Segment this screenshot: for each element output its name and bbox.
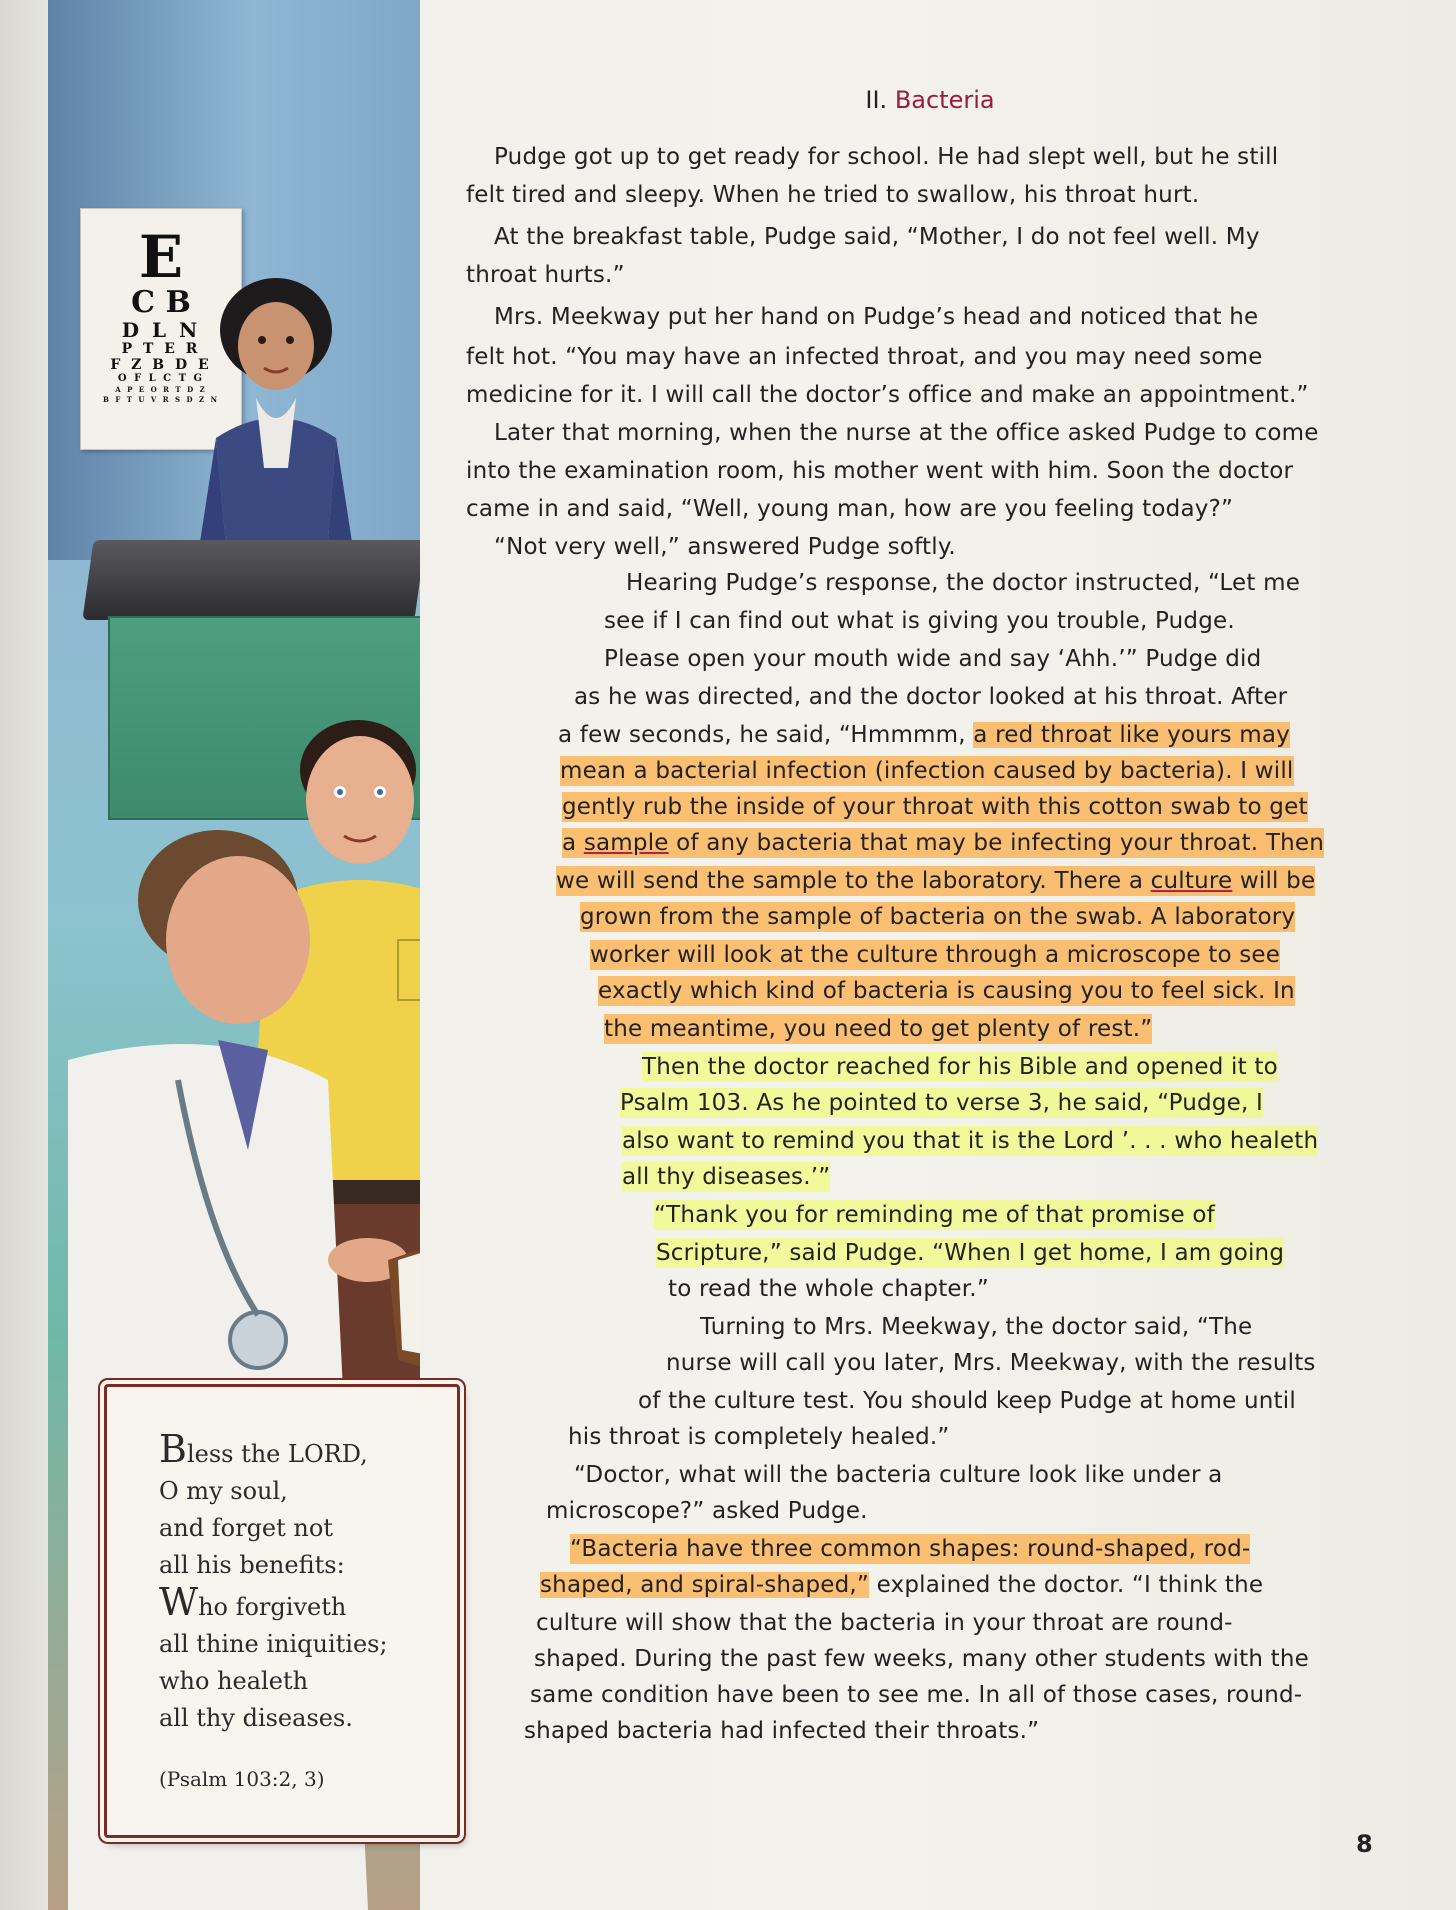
highlighted-text: “Thank you for reminding me of that promise of <box>654 1202 1215 1228</box>
section-title: Bacteria <box>894 86 995 114</box>
page-number: 8 <box>1356 1830 1373 1858</box>
text-line: Mrs. Meekway put her hand on Pudge’s head and noticed that he <box>494 304 1259 330</box>
text-line: came in and said, “Well, young man, how are you feeling today?” <box>466 496 1234 522</box>
highlighted-text: grown from the sample of bacteria on the swab. A laboratory <box>580 904 1296 930</box>
highlighted-text: Psalm 103. As he pointed to verse 3, he said, “Pudge, I <box>620 1090 1264 1116</box>
text-line: throat hurts.” <box>466 262 625 288</box>
text-line: Please open your mouth wide and say ‘Ahh.’” Pudge did <box>604 646 1262 672</box>
verse-line: all thy diseases. <box>159 1704 353 1732</box>
eye-chart-row: B F T U V R S D Z N <box>102 395 219 404</box>
eye-chart-row: C B <box>131 285 191 320</box>
text-line: microscope?” asked Pudge. <box>546 1498 868 1524</box>
text-line: medicine for it. I will call the doctor’s office and make an appointment.” <box>466 382 1309 408</box>
highlighted-text <box>562 828 1324 858</box>
text-span: will be <box>1232 868 1316 894</box>
highlighted-text: shaped, and spiral-shaped,” <box>540 1572 870 1598</box>
text-line: of the culture test. You should keep Pudge at home until <box>638 1388 1296 1414</box>
verse-line: all his benefits: <box>159 1551 345 1579</box>
verse-line: and forget not <box>159 1514 333 1542</box>
text-line <box>540 1570 1263 1600</box>
highlighted-text: the meantime, you need to get plenty of rest.” <box>604 1016 1153 1042</box>
text-span: a few seconds, he said, “Hmmmm, <box>558 722 974 748</box>
verse-line-text: less the LORD, <box>186 1440 368 1468</box>
text-line: felt tired and sleepy. When he tried to swallow, his throat hurt. <box>466 182 1200 208</box>
text-line: shaped bacteria had infected their throats.” <box>524 1718 1040 1744</box>
highlighted-text: also want to remind you that it is the Lord ’. . . who healeth <box>622 1128 1319 1154</box>
highlighted-text: worker will look at the culture through a microscope to see <box>590 942 1281 968</box>
text-line: Pudge got up to get ready for school. He had slept well, but he still <box>494 144 1279 170</box>
verse-line-text: ho forgiveth <box>198 1593 347 1621</box>
text-line: shaped. During the past few weeks, many other students with the <box>534 1646 1309 1672</box>
highlighted-text: gently rub the inside of your throat with this cotton swab to get <box>562 794 1308 820</box>
highlighted-text: all thy diseases.’” <box>622 1164 831 1190</box>
text-line: into the examination room, his mother went with him. Soon the doctor <box>466 458 1294 484</box>
text-line: “Doctor, what will the bacteria culture look like under a <box>574 1462 1223 1488</box>
text-line: his throat is completely healed.” <box>568 1424 950 1450</box>
highlighted-text: mean a bacterial infection (infection caused by bacteria). I will <box>560 758 1294 784</box>
eye-chart-row: O F L C T G <box>117 373 205 384</box>
text-span: we will send the sample to the laboratory. There a <box>556 868 1151 894</box>
text-span: explained the doctor. “I think the <box>869 1572 1264 1598</box>
text-span: of any bacteria that may be infecting your throat. Then <box>668 830 1324 856</box>
text-line: “Not very well,” answered Pudge softly. <box>494 534 956 560</box>
drop-cap: W <box>159 1580 199 1624</box>
text-line: same condition have been to see me. In all of those cases, round- <box>530 1682 1303 1708</box>
text-line: as he was directed, and the doctor looked at his throat. After <box>574 684 1288 710</box>
highlighted-text: Scripture,” said Pudge. “When I get home, I am going <box>656 1240 1285 1266</box>
highlighted-text: exactly which kind of bacteria is causing you to feel sick. In <box>598 978 1295 1004</box>
text-line: see if I can find out what is giving you trouble, Pudge. <box>604 608 1235 634</box>
verse-line: all thine iniquities; <box>159 1630 388 1658</box>
text-span: a <box>562 830 584 856</box>
text-line <box>558 720 1290 750</box>
text-line: Hearing Pudge’s response, the doctor instructed, “Let me <box>626 570 1301 596</box>
eye-chart-row: P T E R <box>121 341 201 357</box>
highlighted-text: Then the doctor reached for his Bible and opened it to <box>642 1054 1278 1080</box>
highlighted-text <box>556 866 1315 896</box>
text-line: Turning to Mrs. Meekway, the doctor said, “The <box>700 1314 1253 1340</box>
text-line: Later that morning, when the nurse at the office asked Pudge to come <box>494 420 1319 446</box>
text-line: culture will show that the bacteria in your throat are round- <box>536 1610 1233 1636</box>
highlighted-text: a red throat like yours may <box>973 722 1291 748</box>
eye-chart-row: F Z B D E <box>110 357 212 373</box>
underlined-term: sample <box>583 830 669 856</box>
verse-line: O my soul, <box>159 1477 288 1505</box>
text-line: to read the whole chapter.” <box>668 1276 989 1302</box>
text-line: felt hot. “You may have an infected throat, and you may need some <box>466 344 1263 370</box>
eye-chart-row: E <box>138 223 184 291</box>
text-line: nurse will call you later, Mrs. Meekway, with the results <box>666 1350 1316 1376</box>
highlighted-text: “Bacteria have three common shapes: round-shaped, rod- <box>570 1536 1251 1562</box>
underlined-term: culture <box>1150 868 1233 894</box>
section-number: II. <box>865 86 888 114</box>
text-line: At the breakfast table, Pudge said, “Mother, I do not feel well. My <box>494 224 1260 250</box>
verse-reference: (Psalm 103:2, 3) <box>159 1767 325 1791</box>
drop-cap: B <box>159 1427 187 1471</box>
eye-chart-row: D L N <box>121 318 201 342</box>
verse-line: who healeth <box>159 1667 309 1695</box>
eye-chart-row: A P E O R T D Z <box>115 385 207 394</box>
